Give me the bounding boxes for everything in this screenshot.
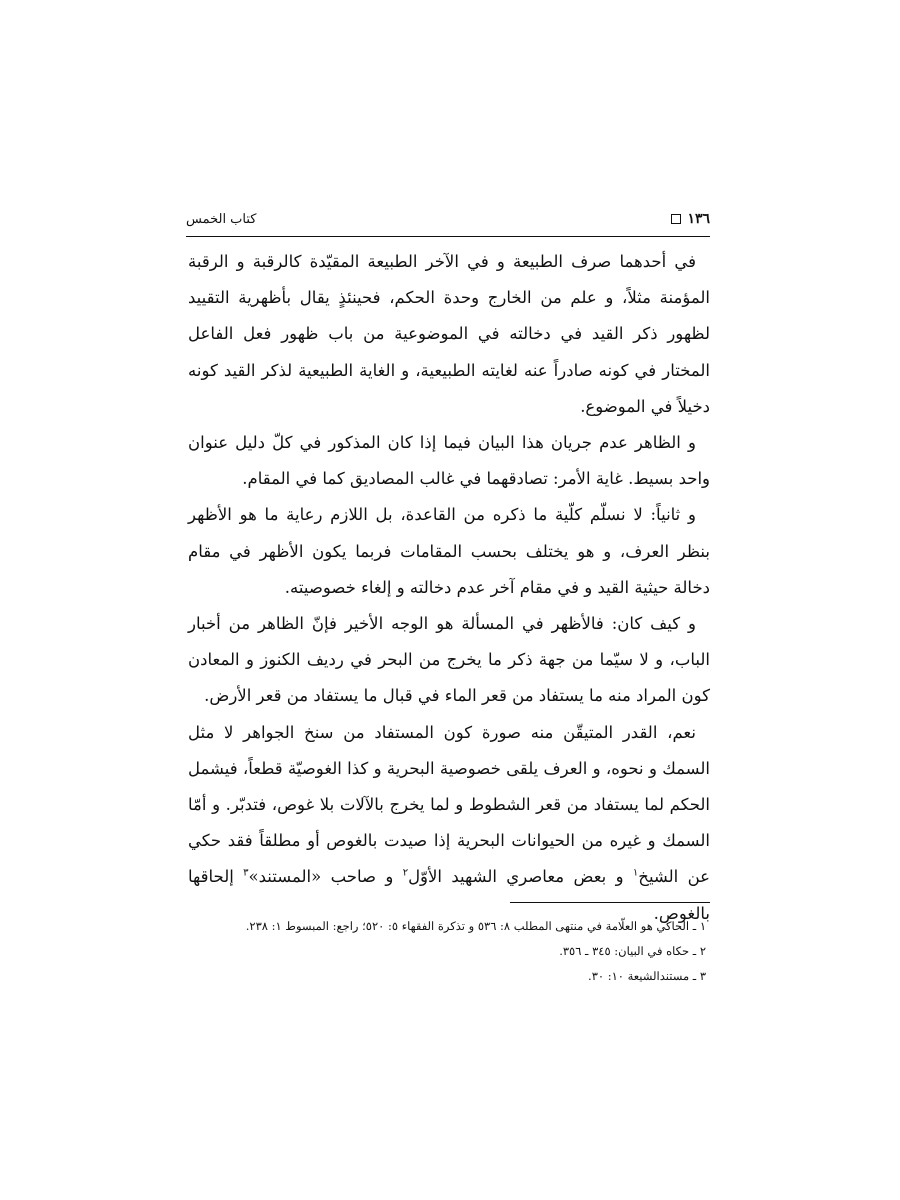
paragraph: [188, 606, 710, 715]
paragraph-text: و ثانياً: لا نسلّم كلّية ما ذكره من القاعدة، بل اللازم رعاية ما هو الأظهر بنظر العرف، و هو يختلف بحسب المقامات فربما يكون الأظهر في مقام دخالة حيثية القيد و في مقام آخر عدم دخالته و إلغاء خصوصيته.: [188, 505, 710, 597]
paragraph-text: و بعض معاصري الشهيد الأوّل: [408, 867, 633, 887]
footnote-2: ٢ ـ حكاه في البيان: ٣٤٥ ـ ٣٥٦.: [559, 944, 706, 958]
header-rule: [186, 236, 710, 237]
paragraph: [188, 497, 710, 606]
paragraph-text: و الظاهر عدم جريان هذا البيان فيما إذا كان المذكور في كلّ دليل عنوان واحد بسيط. غاية الأمر: تصادقهما في غالب المصاديق كما في المقام.: [188, 433, 710, 489]
footnote-rule: [510, 902, 710, 903]
paragraph-text: و كيف كان: فالأظهر في المسألة هو الوجه الأخير فإنّ الظاهر من أخبار الباب، و لا سيّما من جهة ذكر ما يخرج من البحر في رديف الكنوز و المعادن كون المراد منه ما يستفاد من قعر الماء في قبال ما يستفاد من قعر الأرض.: [188, 614, 710, 706]
paragraph-text: نعم، القدر المتيقّن منه صورة كون المستفاد من سنخ الجواهر لا مثل السمك و نحوه، و العرف يلقى خصوصية البحرية و كذا الغوصيّة قطعاً، فيشمل الحكم لما يستفاد من قعر الشطوط و لما يخرج بالآلات بلا غوص، فتدبّر. و أمّا السمك و غيره من الحيوانات البحرية إذا صيدت بالغوص أو مطلقاً فقد حكي عن الشيخ: [188, 722, 711, 887]
footnote-ref-3: ٣: [243, 867, 249, 879]
paragraph-text: إلحاقها بالغوص.: [188, 867, 710, 923]
footnote-ref-1: ١: [632, 867, 639, 879]
paragraph: [188, 715, 710, 932]
footnote-1: ١ ـ الحاكي هو العلّامة في منتهى المطلب ٨: ٥٣٦ و تذكرة الفقهاء ٥: ٥٢٠؛ راجع: المبسوط ١: ٢٣٨.: [245, 919, 706, 933]
paragraph-text: في أحدهما صرف الطبيعة و في الآخر الطبيعة المقيّدة كالرقبة و الرقبة المؤمنة مثلاً، و علم من الخارج وحدة الحكم، فحينئذٍ يقال بأظهرية التقييد لظهور ذكر القيد في دخالته في الموضوعية من باب ظهور فعل الفاعل المختار في كونه صادراً عنه لغايته الطبيعية، و الغاية الطبيعية لذكر القيد كونه دخيلاً في الموضوع.: [188, 252, 710, 416]
page-number: ١٣٦: [687, 211, 710, 227]
square-icon: [671, 214, 681, 224]
paragraph: [188, 244, 710, 425]
running-header: [186, 206, 710, 232]
book-title: كتاب الخمس: [186, 211, 257, 227]
footnotes: [188, 914, 706, 989]
paragraph: [188, 425, 710, 497]
main-text: [188, 244, 710, 932]
footnote-ref-2: ٢: [402, 867, 409, 879]
footnote-3: ٣ ـ مستندالشيعة ١٠: ٣٠.: [588, 969, 706, 983]
paragraph-text: و صاحب «المستند»: [248, 867, 403, 887]
page-number-group: [671, 211, 710, 227]
